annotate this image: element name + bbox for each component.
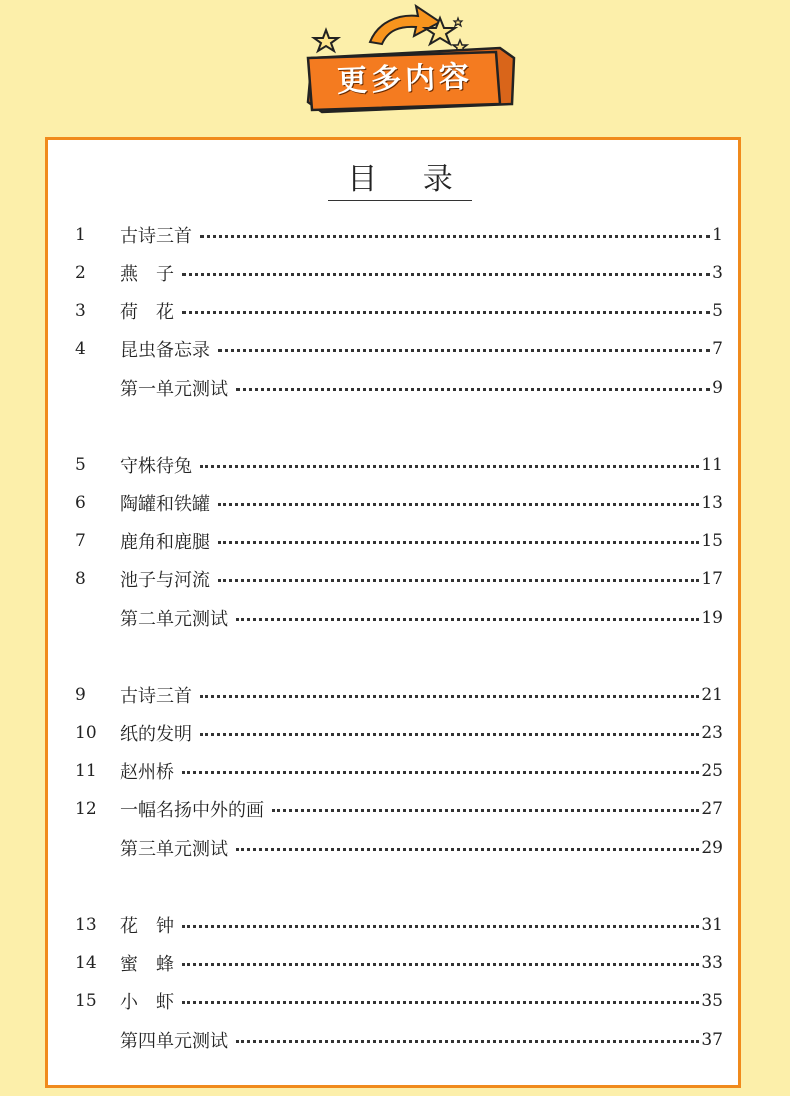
toc-entry-number: 10 — [75, 723, 97, 743]
toc-entry-number: 1 — [75, 225, 86, 245]
toc-entry-title: 古诗三首 — [120, 686, 192, 707]
dot-leader — [272, 809, 699, 812]
toc-entry[interactable] — [75, 950, 723, 976]
toc-entry-page: 23 — [701, 723, 723, 743]
toc-entry[interactable] — [75, 336, 723, 362]
toc-entry[interactable] — [75, 528, 723, 554]
dot-leader — [236, 848, 699, 851]
dot-leader — [200, 235, 710, 238]
dot-leader — [182, 311, 710, 314]
toc-entry-number: 13 — [75, 915, 97, 935]
toc-entry-title: 守株待兔 — [120, 456, 192, 477]
more-content-banner[interactable] — [300, 0, 530, 120]
toc-entry-page: 37 — [701, 1030, 723, 1050]
toc-entry-title: 古诗三首 — [120, 226, 192, 247]
toc-entry-title: 第四单元测试 — [120, 1031, 228, 1052]
toc-entry-title: 昆虫备忘录 — [120, 340, 210, 361]
toc-entry-number: 11 — [75, 761, 97, 781]
toc-entry-page: 19 — [701, 608, 723, 628]
dot-leader — [182, 925, 699, 928]
toc-entry-title: 小 虾 — [120, 992, 174, 1013]
dot-leader — [182, 1001, 699, 1004]
toc-entry[interactable] — [75, 260, 723, 286]
toc-entry-page: 5 — [712, 301, 723, 321]
toc-entry-page: 31 — [701, 915, 723, 935]
toc-entry-number: 15 — [75, 991, 97, 1011]
toc-entry-page: 21 — [701, 685, 723, 705]
star-icon — [314, 30, 338, 51]
toc-entry-number: 6 — [75, 493, 86, 513]
toc-entry[interactable] — [75, 452, 723, 478]
toc-entry-page: 15 — [701, 531, 723, 551]
toc-entry-title: 第二单元测试 — [120, 609, 228, 630]
dot-leader — [218, 579, 699, 582]
toc-entry[interactable] — [75, 835, 723, 861]
toc-entry[interactable] — [75, 912, 723, 938]
toc-entry-page: 3 — [712, 263, 723, 283]
dot-leader — [218, 349, 710, 352]
toc-entry-page: 1 — [712, 225, 723, 245]
toc-entry-title: 第三单元测试 — [120, 839, 228, 860]
table-of-contents — [45, 137, 741, 1088]
toc-entry-page: 25 — [701, 761, 723, 781]
dot-leader — [182, 963, 699, 966]
toc-entry-title: 池子与河流 — [120, 570, 210, 591]
dot-leader — [200, 695, 699, 698]
toc-entry[interactable] — [75, 720, 723, 746]
dot-leader — [218, 541, 699, 544]
dot-leader — [182, 771, 699, 774]
dot-leader — [200, 733, 699, 736]
dot-leader — [200, 465, 699, 468]
toc-entry-number: 4 — [75, 339, 86, 359]
toc-entry[interactable] — [75, 490, 723, 516]
toc-entry[interactable] — [75, 298, 723, 324]
toc-entry-number: 9 — [75, 685, 86, 705]
toc-entry[interactable] — [75, 988, 723, 1014]
toc-entry[interactable] — [75, 222, 723, 248]
toc-entry[interactable] — [75, 566, 723, 592]
toc-entry-number: 8 — [75, 569, 86, 589]
toc-entry-number: 2 — [75, 263, 86, 283]
toc-title: 目 录 — [328, 162, 472, 201]
toc-entry-page: 13 — [701, 493, 723, 513]
toc-entry-page: 7 — [712, 339, 723, 359]
toc-entry-page: 35 — [701, 991, 723, 1011]
arrow-icon — [370, 6, 440, 44]
toc-entry-page: 33 — [701, 953, 723, 973]
toc-entry[interactable] — [75, 758, 723, 784]
toc-entry-title: 陶罐和铁罐 — [120, 494, 210, 515]
dot-leader — [218, 503, 699, 506]
toc-entry-title: 纸的发明 — [120, 724, 192, 745]
toc-entry[interactable] — [75, 1027, 723, 1053]
toc-entry-page: 11 — [701, 455, 723, 475]
dot-leader — [182, 273, 710, 276]
toc-entry-page: 27 — [701, 799, 723, 819]
toc-entry-title: 鹿角和鹿腿 — [120, 532, 210, 553]
toc-entry-page: 9 — [712, 378, 723, 398]
toc-entry-number: 5 — [75, 455, 86, 475]
toc-entry-number: 12 — [75, 799, 97, 819]
toc-entry-title: 第一单元测试 — [120, 379, 228, 400]
toc-entry[interactable] — [75, 682, 723, 708]
toc-entry-title: 荷 花 — [120, 302, 174, 323]
toc-entry-title: 蜜 蜂 — [120, 954, 174, 975]
toc-entry-title: 花 钟 — [120, 916, 174, 937]
toc-entry-number: 3 — [75, 301, 86, 321]
banner-label: 更多内容 — [336, 59, 474, 100]
toc-entry[interactable] — [75, 605, 723, 631]
toc-entry-title: 燕 子 — [120, 264, 174, 285]
toc-entry-number: 7 — [75, 531, 86, 551]
toc-entry[interactable] — [75, 375, 723, 401]
dot-leader — [236, 1040, 699, 1043]
dot-leader — [236, 388, 710, 391]
toc-entry-page: 29 — [701, 838, 723, 858]
toc-entry-number: 14 — [75, 953, 97, 973]
star-icon — [454, 18, 462, 26]
dot-leader — [236, 618, 699, 621]
toc-entry[interactable] — [75, 796, 723, 822]
toc-entry-title: 一幅名扬中外的画 — [120, 800, 264, 821]
toc-entry-page: 17 — [701, 569, 723, 589]
toc-entry-title: 赵州桥 — [120, 762, 174, 783]
